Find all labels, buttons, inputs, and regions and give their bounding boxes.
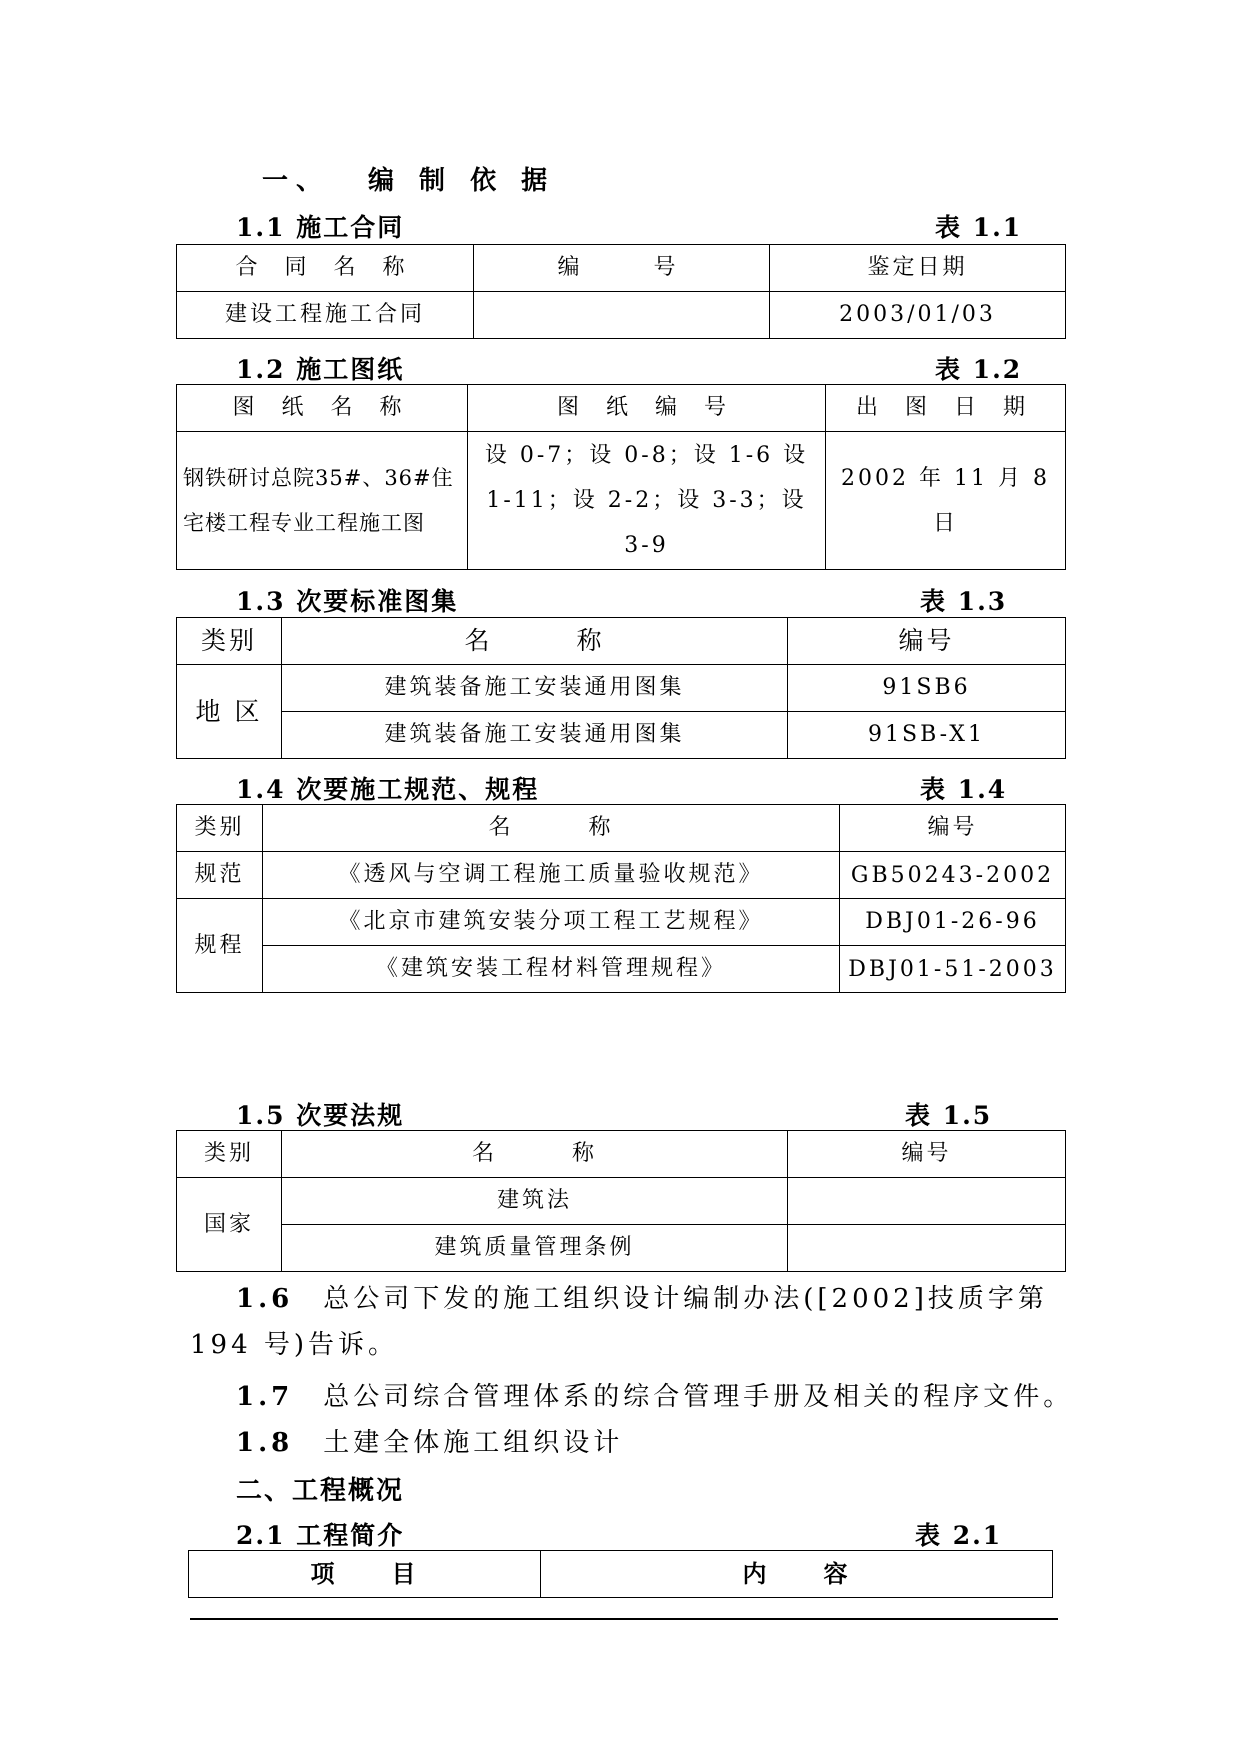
table-row	[177, 946, 1066, 993]
contract-table	[176, 244, 1066, 339]
standard-atlas-table	[176, 617, 1066, 759]
table-header-row	[177, 1131, 1066, 1178]
table-cell: 2002 年 11 月 8 日	[826, 432, 1066, 570]
table-row	[177, 432, 1066, 570]
category-cell: 规程	[177, 899, 263, 993]
item-number: 1.6	[236, 1284, 294, 1314]
table-cell	[788, 1225, 1066, 1272]
table-cell: 钢铁研讨总院35#、36#住宅楼工程专业工程施工图	[177, 432, 468, 570]
table-row	[177, 1225, 1066, 1272]
table-cell: 建筑法	[282, 1178, 788, 1225]
section-title: 编 制 依 据	[368, 166, 556, 196]
header-cell: 名 称	[263, 805, 840, 852]
header-cell: 图 纸 名 称	[177, 385, 468, 432]
item-text: 总公司下发的施工组织设计编制办法([2002]技质字第 194 号)告诉。	[190, 1284, 1048, 1360]
table-number-1-1: 表 1.1	[935, 213, 1023, 242]
header-cell: 编号	[840, 805, 1066, 852]
header-cell: 类别	[177, 618, 282, 665]
category-cell: 规范	[177, 852, 263, 899]
table-cell: 建设工程施工合同	[177, 292, 474, 339]
header-cell: 名 称	[282, 618, 788, 665]
specifications-table	[176, 804, 1066, 993]
table-header-row	[177, 385, 1066, 432]
item-number: 1.8	[236, 1428, 294, 1458]
table-cell: 91SB-X1	[788, 712, 1066, 759]
table-row	[177, 852, 1066, 899]
header-cell: 编号	[788, 1131, 1066, 1178]
project-overview-table	[188, 1550, 1053, 1598]
header-cell: 编号	[788, 618, 1066, 665]
table-caption-1-4: 1.4 次要施工规范、规程	[236, 775, 540, 804]
item-1-8	[236, 1420, 1076, 1466]
category-cell: 国家	[177, 1178, 282, 1272]
table-cell: 建筑质量管理条例	[282, 1225, 788, 1272]
header-cell: 编 号	[474, 245, 770, 292]
table-caption-1-5: 1.5 次要法规	[236, 1101, 405, 1130]
header-cell: 类别	[177, 805, 263, 852]
item-text: 土建全体施工组织设计	[323, 1428, 624, 1458]
category-cell: 地 区	[177, 665, 282, 759]
header-cell: 图 纸 编 号	[468, 385, 826, 432]
table-cell: 建筑装备施工安装通用图集	[282, 665, 788, 712]
regulations-table	[176, 1130, 1066, 1272]
table-number-1-4: 表 1.4	[920, 775, 1008, 804]
header-cell: 内 容	[541, 1551, 1053, 1598]
table-header-row	[177, 618, 1066, 665]
item-text: 总公司综合管理体系的综合管理手册及相关的程序文件。	[323, 1382, 1074, 1412]
table-caption-1-3: 1.3 次要标准图集	[236, 587, 459, 616]
table-number-1-3: 表 1.3	[920, 587, 1008, 616]
table-cell: DBJ01-26-96	[840, 899, 1066, 946]
table-cell: 《北京市建筑安装分项工程工艺规程》	[263, 899, 840, 946]
header-cell: 名 称	[282, 1131, 788, 1178]
header-cell: 合 同 名 称	[177, 245, 474, 292]
header-cell: 出 图 日 期	[826, 385, 1066, 432]
table-cell: 建筑装备施工安装通用图集	[282, 712, 788, 759]
table-cell: GB50243-2002	[840, 852, 1066, 899]
drawings-table	[176, 384, 1066, 570]
header-cell: 鉴定日期	[770, 245, 1066, 292]
table-number-2-1: 表 2.1	[915, 1521, 1003, 1550]
header-cell: 项 目	[189, 1551, 541, 1598]
table-header-row	[177, 245, 1066, 292]
table-cell: 《建筑安装工程材料管理规程》	[263, 946, 840, 993]
table-header-row	[189, 1551, 1053, 1598]
page-divider	[190, 1618, 1058, 1620]
item-1-7	[236, 1374, 1076, 1420]
table-number-1-2: 表 1.2	[935, 355, 1023, 384]
item-number: 1.7	[236, 1382, 294, 1412]
table-cell: DBJ01-51-2003	[840, 946, 1066, 993]
section-number: 一、	[262, 166, 331, 196]
table-cell: 2003/01/03	[770, 292, 1066, 339]
table-cell	[474, 292, 770, 339]
table-cell: 设 0-7；设 0-8；设 1-6 设 1-11；设 2-2；设 3-3；设 3-9	[468, 432, 826, 570]
item-1-6	[190, 1276, 1070, 1368]
table-row	[177, 899, 1066, 946]
table-caption-1-1: 1.1 施工合同	[236, 213, 405, 242]
section-2-title: 二、工程概况	[236, 1476, 405, 1506]
table-caption-2-1: 2.1 工程简介	[236, 1521, 405, 1550]
table-row	[177, 665, 1066, 712]
table-caption-1-2: 1.2 施工图纸	[236, 355, 405, 384]
table-number-1-5: 表 1.5	[905, 1101, 993, 1130]
table-row	[177, 712, 1066, 759]
header-cell: 类别	[177, 1131, 282, 1178]
table-cell	[788, 1178, 1066, 1225]
table-row	[177, 1178, 1066, 1225]
table-header-row	[177, 805, 1066, 852]
table-row	[177, 292, 1066, 339]
table-cell: 《透风与空调工程施工质量验收规范》	[263, 852, 840, 899]
table-cell: 91SB6	[788, 665, 1066, 712]
